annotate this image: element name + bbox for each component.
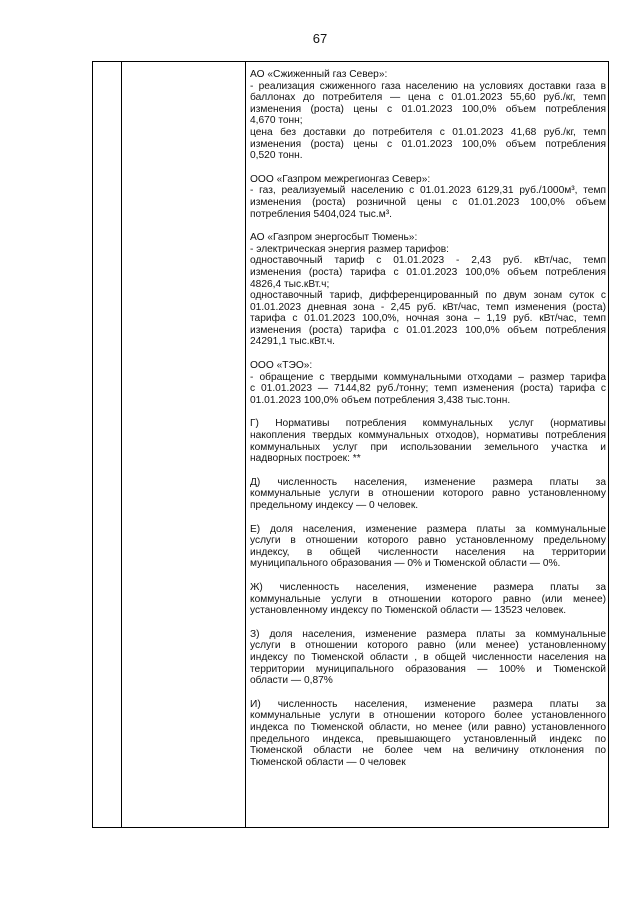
text-line: предельному индексу — 0 человек. (250, 500, 419, 511)
block-gazprom-mezhregiongaz (250, 174, 606, 220)
text-line: одноставочный тариф с 01.01.2023 - 2,43 руб. кВт/час, темп (250, 255, 606, 267)
block-e-dolya (250, 524, 606, 570)
text-line: коммунальные услуги в отношении которого равно (или менее) (250, 593, 606, 605)
text-line: индекса по Тюменской области, но менее (или равно) установленного (250, 721, 606, 733)
text-line: изменения (роста) цены с 01.01.2023 100,0% объем потребления (250, 103, 606, 115)
block-szhizhenny-gaz (250, 69, 606, 162)
block-zh-chislennost (250, 582, 606, 617)
text-line: Тюменской области не более чем на величину отклонения по (250, 745, 606, 757)
block-teo (250, 360, 606, 406)
text-line: З) доля населения, изменение размера платы за коммунальные (250, 628, 606, 640)
text-line: изменения (роста) розничной цены с 01.01.2023 100,0% объем (250, 196, 606, 208)
block-heading: ООО «Газпром межрегионгаз Север»: (250, 173, 431, 185)
column-divider-2 (245, 62, 246, 827)
text-line: надворных построек: ** (250, 453, 361, 465)
block-heading: АО «Сжиженный газ Север»: (250, 69, 388, 80)
text-line: индексу, в общей численности населения на территории (250, 546, 606, 558)
text-line: И) численность населения, изменение размера платы за (250, 698, 606, 710)
text-line: Д) численность населения, изменение размера платы за (250, 476, 606, 488)
text-line: предельного индекса, превышающего установленный индекс по (250, 733, 606, 745)
text-line: накопления твердых коммунальных отходов), нормативы потребления (250, 430, 606, 442)
text-line: тарифа с 01.01.2023 100,0%, ночная зона – 1,19 руб. кВт/час, темп (250, 313, 606, 325)
block-z-dolya (250, 629, 606, 687)
table-cell-content (250, 69, 606, 780)
text-line: индексу по Тюменской области , в общей численности населения на (250, 651, 606, 663)
text-line: 0,520 тонн. (250, 150, 303, 162)
text-line: коммунальные услуги в отношении которого более установленного (250, 710, 606, 722)
text-line: Тюменской области — 0 человек (250, 756, 406, 768)
text-line: Е) доля населения, изменение размера платы за коммунальные (250, 523, 606, 535)
text-line: коммунальные услуги в отношении которого равно установленному (250, 488, 606, 500)
text-line: баллонах до потребителя — цена с 01.01.2023 55,60 руб./кг, темп (250, 92, 606, 104)
text-line: территории муниципального образования — 100% и Тюменской (250, 663, 606, 675)
text-line: услуги в отношении которого равно (или менее) установленному (250, 640, 606, 652)
text-line: - обращение с твердыми коммунальными отходами – размер тарифа (250, 371, 606, 383)
text-line: с 01.01.2023 — 7144,82 руб./тонну; темп изменения (роста) тарифа с (250, 383, 606, 395)
text-line: Ж) численность населения, изменение размера платы за (250, 581, 606, 593)
text-line: - реализация сжиженного газа населению на условиях доставки газа в (250, 80, 606, 92)
text-line: изменения (роста) тарифа с 01.01.2023 100,0% объем потребления (250, 266, 606, 278)
block-d-chislennost (250, 477, 606, 512)
text-line: - электрическая энергия размер тарифов: (250, 243, 449, 255)
text-line: цена без доставки до потребителя с 01.01.2023 41,68 руб./кг, темп (250, 126, 606, 138)
block-heading: ООО «ТЭО»: (250, 360, 313, 372)
text-line: 01.01.2023 100,0% объем потребления 3,438 тыс.тонн. (250, 394, 511, 406)
text-line: 24291,1 тыс.кВт.ч. (250, 336, 335, 348)
text-line: Г) Нормативы потребления коммунальных услуг (нормативы (250, 418, 606, 430)
text-line: области — 0,87% (250, 675, 333, 687)
block-heading: АО «Газпром энергосбыт Тюмень»: (250, 232, 418, 244)
block-gazprom-energosbyt (250, 232, 606, 348)
text-line: одноставочный тариф, дифференцированный по двум зонам суток с (250, 290, 606, 302)
text-line: муниципального образования — 0% и Тюменской области — 0%. (250, 558, 561, 570)
page-number: 67 (312, 31, 328, 46)
text-line: установленному индексу по Тюменской области — 13523 человек. (250, 605, 567, 617)
text-line: коммунальных услуг при использовании земельного участка и (250, 441, 606, 453)
block-i-chislennost (250, 699, 606, 769)
text-line: - газ, реализуемый населению с 01.01.2023 6129,31 руб./1000м³, темп (250, 185, 606, 197)
text-line: изменения (роста) цены с 01.01.2023 100,0% объем потребления (250, 138, 606, 150)
block-g-normativy (250, 418, 606, 464)
text-line: 01.01.2023 дневная зона - 2,45 руб. кВт/час, темп изменения (роста) (250, 301, 606, 313)
text-line: 4826,4 тыс.кВт.ч; (250, 278, 330, 290)
text-line: потребления 5404,024 тыс.м³. (250, 208, 392, 220)
text-line: изменения (роста) тарифа с 01.01.2023 100,0% объем потребления (250, 324, 606, 336)
column-divider-1 (121, 62, 122, 827)
text-line: 4,670 тонн; (250, 115, 303, 127)
text-line: услуги в отношении которого равно установленному предельному (250, 535, 606, 547)
